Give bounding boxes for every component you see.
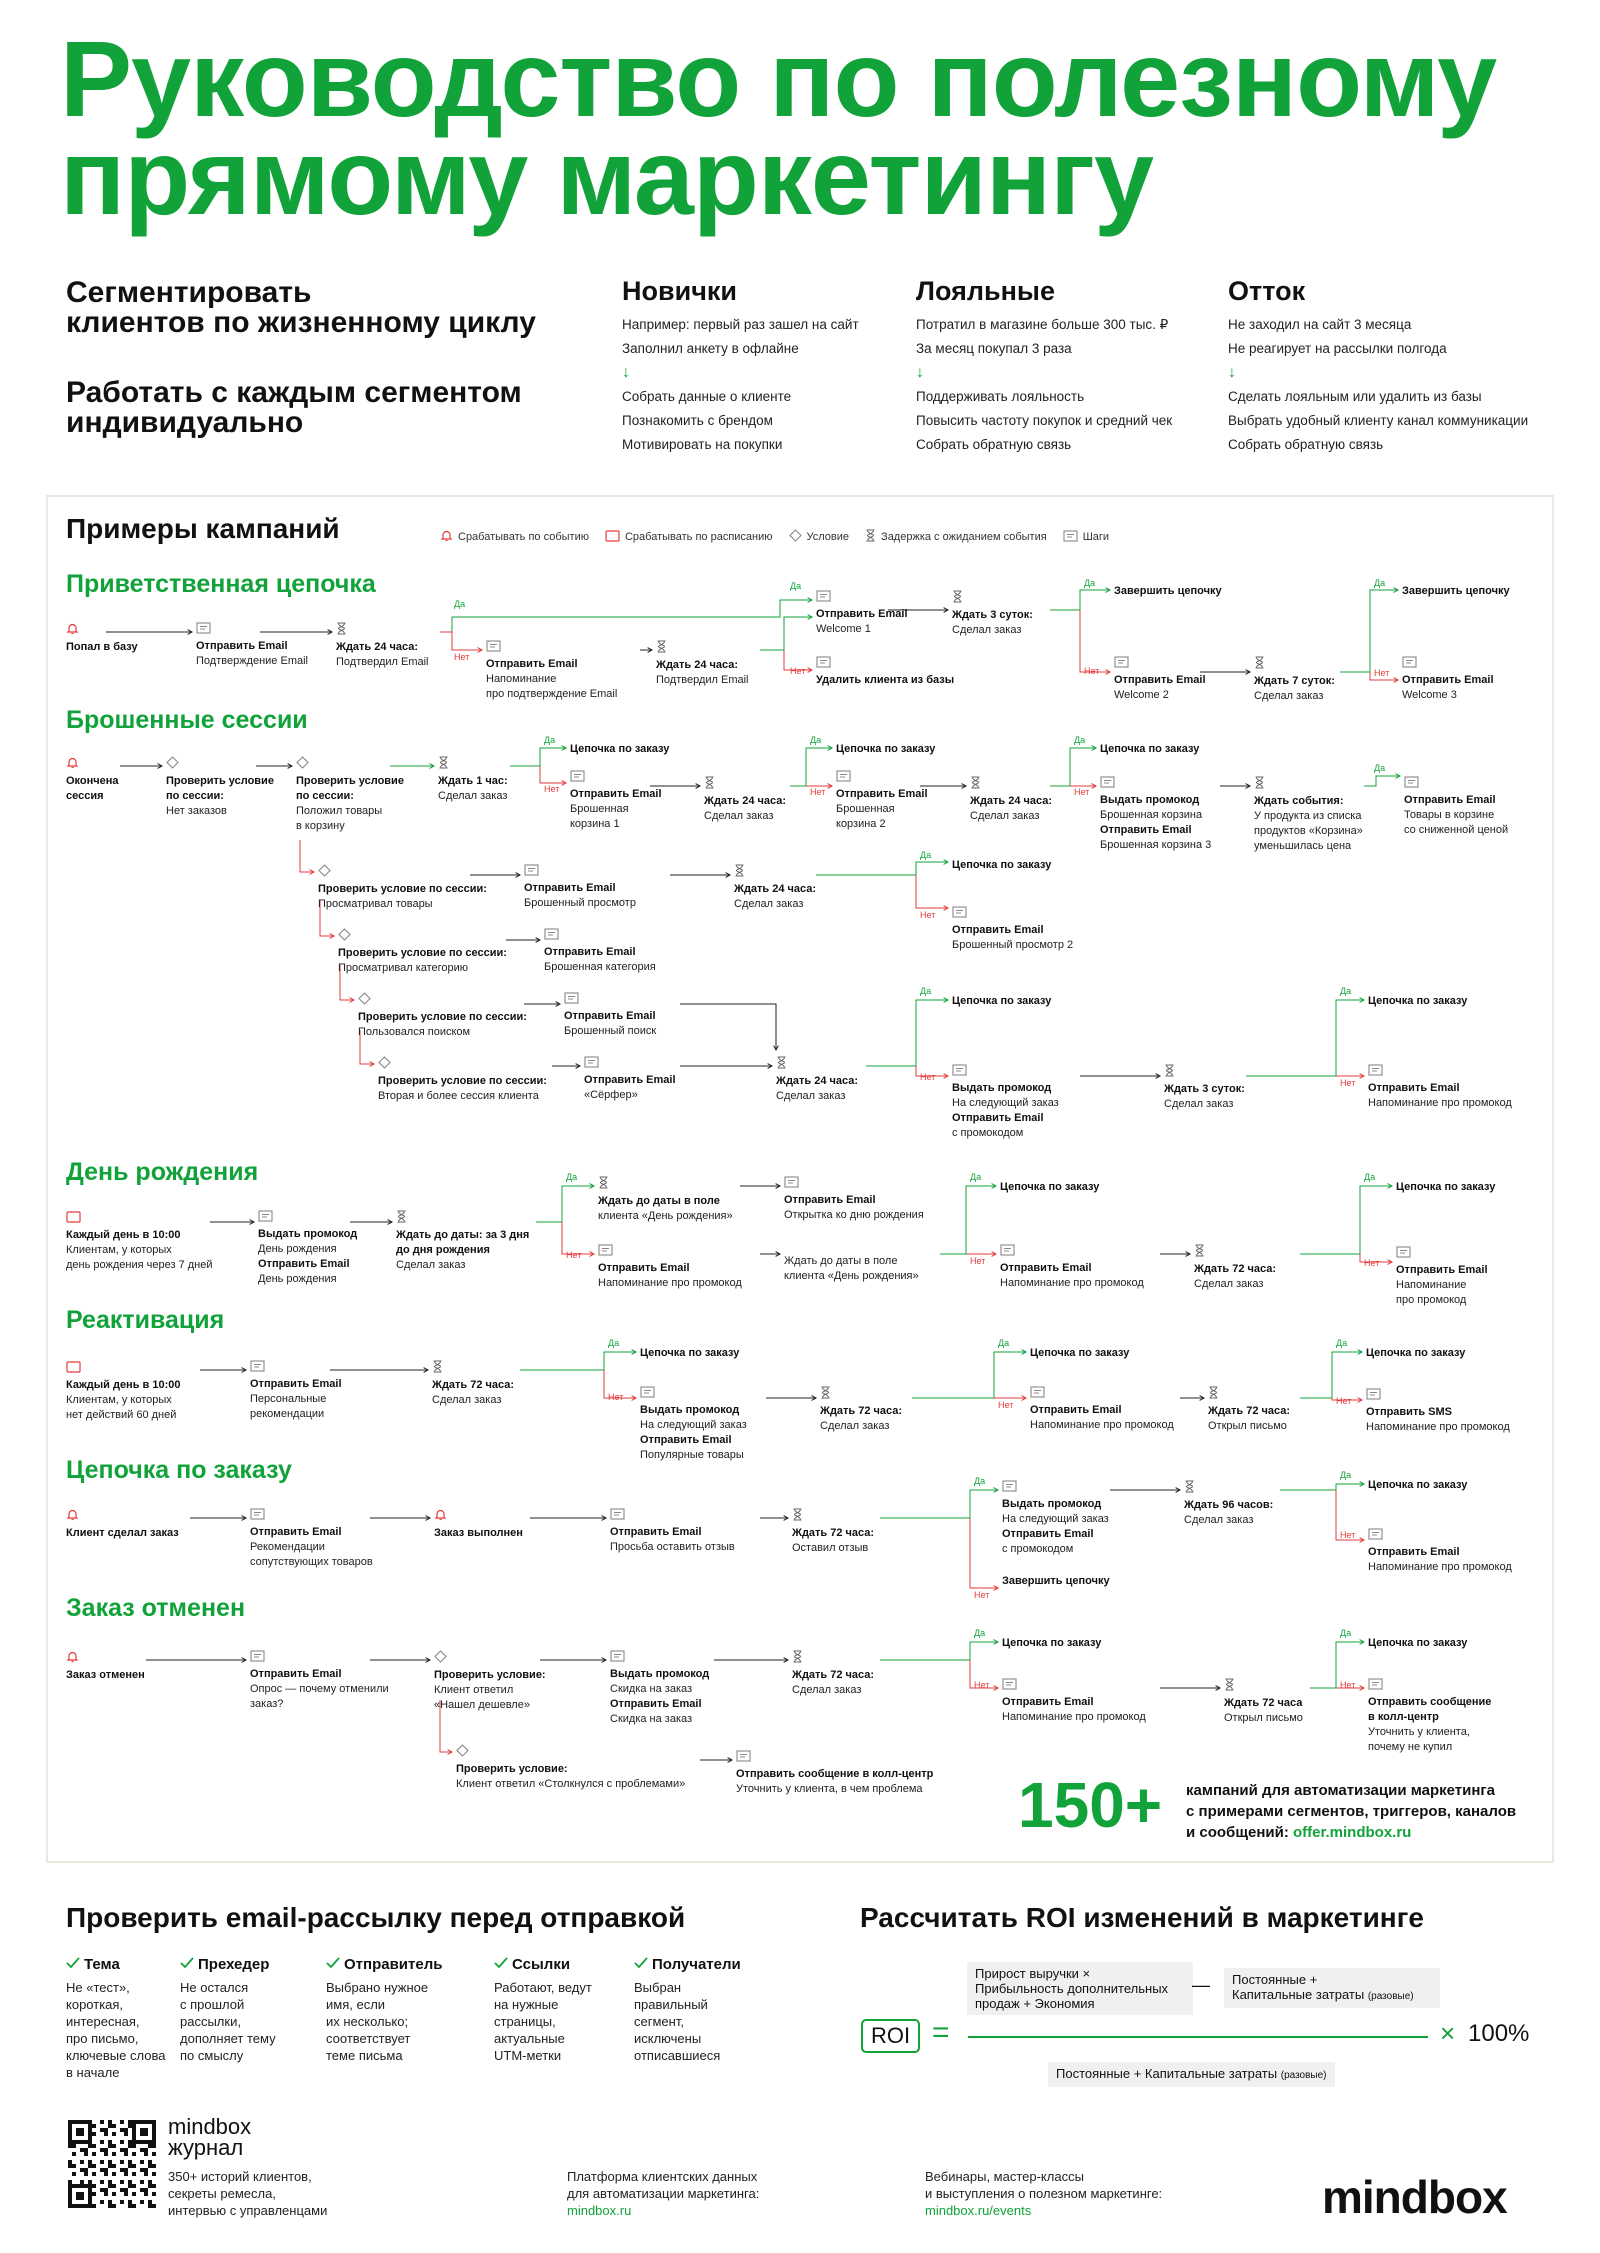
welcome-step: Отправить Email Welcome 3 [1402,656,1494,703]
cancelled-step: Отправить Email Напоминание про промокод [1002,1678,1146,1725]
events-link[interactable]: mindbox.ru/events [925,2203,1032,2218]
cancelled-step: Проверить условие: Клиент ответил «Столкнулся с проблемами» [456,1744,685,1792]
abandoned-step: Отправить Email Брошенная корзина 1 [570,770,662,832]
welcome-step: Отправить Email Подтверждение Email [196,622,308,669]
branch-yes-label: Да [1374,763,1386,773]
email-icon [250,1508,265,1522]
order-step: Заказ выполнен [434,1508,523,1541]
legend-item: Срабатывать по расписанию [605,527,773,544]
roi-times: × [1440,2018,1456,2048]
check-icon [634,1956,648,1973]
flow-connector [880,1490,998,1518]
flow-connector [536,1186,594,1222]
hourglass-icon [396,1210,407,1224]
abandoned-step: Ждать 1 час: Сделал заказ [438,756,508,804]
email-icon [486,640,501,654]
campaign-title-welcome: Приветственная цепочка [66,570,376,598]
email-icon [584,1056,599,1070]
roi-denominator: Постоянные + Капитальные затраты (разовые) [1048,2062,1335,2087]
branch-yes-label: Да [920,850,932,860]
flow-connector [1364,776,1400,786]
branch-yes-label: Да [920,986,932,996]
hourglass-icon [970,776,981,790]
email-icon [1100,776,1115,790]
email-icon [736,1750,751,1764]
flow-connector [760,617,812,650]
flow-connector [816,862,948,875]
reactivation-step: Цепочка по заказу [640,1347,740,1359]
abandoned-step: Цепочка по заказу [1100,743,1200,755]
flow-connector [1340,590,1398,672]
flow-connector [1300,1352,1362,1398]
roi-percent: 100% [1468,2020,1530,2047]
condition-icon [378,1056,391,1070]
flow-connector [790,748,832,786]
check-icon [180,1956,194,1973]
journal-name: mindbox журнал [168,2114,252,2160]
calendar-icon [66,1210,81,1224]
segment-action: Повысить частоту покупок и средний чек [916,413,1173,428]
birthday-step: Ждать 72 часа: Сделал заказ [1194,1244,1276,1292]
flow-connector [880,1642,998,1660]
bell-icon [66,1508,79,1522]
welcome-step: Завершить цепочку [1402,585,1510,597]
email-icon [836,770,851,784]
abandoned-step: Ждать 3 суток: Сделал заказ [1164,1064,1245,1112]
cancelled-step: Проверить условие: Клиент ответил «Нашел дешевле» [434,1650,546,1713]
events-text: Вебинары, мастер-классы и выступления о полезном маркетинге: mindbox.ru/events [925,2169,1163,2218]
flow-connector [510,748,566,766]
birthday-step: Ждать до даты: за 3 дня до дня рождения Сделал заказ [396,1210,529,1273]
cancelled-step: Ждать 72 часа: Сделал заказ [792,1650,874,1698]
segment-action: Собрать данные о клиенте [622,389,792,404]
segment-action: Поддерживать лояльность [916,389,1085,404]
title-line-2: прямому маркетингу [60,116,1154,237]
branch-yes-label: Да [608,1338,620,1348]
order-step: Клиент сделал заказ [66,1508,179,1541]
branch-no-label: Нет [1084,666,1100,676]
branch-yes-label: Да [1364,1172,1376,1182]
flow-connector [1300,1186,1392,1254]
segment-example: Не заходил на сайт 3 месяца [1228,317,1412,332]
check-icon [66,1956,80,1973]
branch-no-label: Нет [920,1072,936,1082]
branch-yes-label: Да [810,735,822,745]
branch-yes-label: Да [1340,986,1352,996]
hourglass-icon [432,1360,443,1374]
welcome-step: Завершить цепочку [1114,585,1222,597]
reactivation-step: Ждать 72 часа: Сделал заказ [820,1386,902,1434]
branch-no-label: Нет [1074,787,1090,797]
abandoned-step: Ждать события: У продукта из списка продуктов «Корзина» уменьшилась цена [1254,776,1363,854]
abandoned-step: Проверить условие по сессии: Пользовался поиском [358,992,527,1040]
order-step: Отправить Email Просьба оставить отзыв [610,1508,735,1555]
platform-text: Платформа клиентских данных для автоматизации маркетинга: mindbox.ru [567,2169,760,2218]
hourglass-icon [336,622,347,636]
promo-number: 150+ [1018,1769,1163,1841]
campaign-title-cancelled: Заказ отменен [66,1594,246,1622]
flow-connector [680,1004,776,1050]
cancelled-step: Цепочка по заказу [1368,1637,1468,1649]
work-heading: Работать с каждым сегментом индивидуально [66,376,522,439]
birthday-step: Цепочка по заказу [1000,1181,1100,1193]
abandoned-step: Цепочка по заказу [1368,995,1468,1007]
condition-icon [434,1650,447,1664]
order-step: Ждать 96 часов: Сделал заказ [1184,1480,1273,1528]
branch-no-label: Нет [974,1590,990,1600]
order-step: Цепочка по заказу [1368,1479,1468,1491]
reactivation-step: Каждый день в 10:00 Клиентам, у которых нет действий 60 дней [66,1360,180,1423]
abandoned-step: Проверить условие по сессии: Нет заказов [166,756,274,819]
welcome-step: Ждать 7 суток: Сделал заказ [1254,656,1335,704]
email-icon [610,1650,625,1664]
welcome-step: Удалить клиента из базы [816,656,954,688]
email-icon [784,1176,799,1190]
branch-yes-label: Да [454,599,466,609]
legend-item: Шаги [1063,527,1109,544]
abandoned-step: Проверить условие по сессии: Положил товары в корзину [296,756,404,834]
legend-item: Условие [789,527,850,544]
cancelled-step: Выдать промокод Скидка на заказ Отправить Email Скидка на заказ [610,1650,709,1727]
flow-connector [940,1186,996,1254]
branch-yes-label: Да [1374,578,1386,588]
segment-action: Мотивировать на покупки [622,437,783,452]
order-step: Завершить цепочку [1002,1575,1110,1587]
birthday-step: Отправить Email Напоминание про промокод [598,1244,742,1291]
cancelled-step: Отправить сообщение в колл-центр Уточнить у клиента, в чем проблема [736,1750,933,1797]
segment-example: За месяц покупал 3 раза [916,341,1072,356]
abandoned-step: Проверить условие по сессии: Просматривал категорию [338,928,507,976]
hourglass-icon [1194,1244,1205,1258]
abandoned-step: Цепочка по заказу [952,859,1052,871]
abandoned-step: Отправить Email «Сёрфер» [584,1056,676,1103]
branch-yes-label: Да [790,581,802,591]
welcome-step: Отправить Email Welcome 1 [816,590,908,637]
welcome-step: Ждать 24 часа: Подтвердил Email [656,640,749,688]
abandoned-step: Отправить Email Напоминание про промокод [1368,1064,1512,1111]
email-icon [610,1508,625,1522]
order-step: Выдать промокод На следующий заказ Отправить Email с промокодом [1002,1480,1109,1557]
birthday-step: Ждать до даты в поле клиента «День рождения» [598,1176,733,1224]
checklist-item: Отправитель Выбрано нужное имя, если их несколько; соответствует теме письма [326,1956,443,2063]
order-step: Отправить Email Рекомендации сопутствующих товаров [250,1508,373,1570]
cancelled-step: Отправить сообщение в колл-центр Уточнить у клиента, почему не купил [1368,1678,1491,1755]
segment-action: Сделать лояльным или удалить из базы [1228,389,1482,404]
flow-connector [866,1000,948,1066]
reactivation-step: Цепочка по заказу [1030,1347,1130,1359]
arrow-down-icon: ↓ [1228,364,1236,381]
branch-yes-label: Да [974,1476,986,1486]
campaign-title-birthday: День рождения [66,1158,259,1186]
flow-connector [300,840,314,872]
welcome-step: Отправить Email Welcome 2 [1114,656,1206,703]
roi-heading: Рассчитать ROI изменений в маркетинге [860,1902,1424,1933]
abandoned-step: Ждать 24 часа: Сделал заказ [704,776,786,824]
email-icon [1368,1064,1383,1078]
abandoned-step: Отправить Email Брошенный просмотр 2 [952,906,1073,953]
bell-icon [434,1508,447,1522]
cancelled-step: Отправить Email Опрос — почему отменили заказ? [250,1650,389,1712]
hourglass-icon [1164,1064,1175,1078]
branch-yes-label: Да [1336,1338,1348,1348]
condition-icon [456,1744,469,1758]
roi-numerator-box-1: Прирост выручки × Прибыльность дополнительных продаж + Экономия [967,1962,1193,2015]
branch-yes-label: Да [998,1338,1010,1348]
hourglass-icon [438,756,449,770]
bell-icon [66,622,79,636]
email-icon [1366,1388,1381,1402]
branch-yes-label: Да [1074,735,1086,745]
arrow-down-icon: ↓ [916,364,924,381]
birthday-step: Цепочка по заказу [1396,1181,1496,1193]
abandoned-step: Ждать 24 часа: Сделал заказ [734,864,816,912]
abandoned-step: Выдать промокод Брошенная корзина Отправить Email Брошенная корзина 3 [1100,776,1211,853]
roi-fraction-line [968,2036,1428,2038]
flow-connector [1310,1642,1364,1688]
flow-connector [970,1518,998,1588]
branch-no-label: Нет [810,787,826,797]
condition-icon [318,864,331,878]
segment-action: Выбрать удобный клиенту канал коммуникации [1228,413,1529,428]
journal-text: 350+ историй клиентов, секреты ремесла, интервью с управленцами [168,2169,328,2218]
flow-connector [1246,1000,1364,1076]
email-icon [1000,1244,1015,1258]
hourglass-icon [1254,656,1265,670]
hourglass-icon [704,776,715,790]
cancelled-step: Заказ отменен [66,1650,145,1683]
welcome-step: Отправить Email Напоминание про подтверждение Email [486,640,617,702]
email-icon [640,1386,655,1400]
segment-title: Отток [1228,276,1306,306]
segment-example: Заполнил анкету в офлайне [622,341,799,356]
flow-connector [1280,1484,1364,1490]
calendar-icon [66,1360,81,1374]
email-icon [1404,776,1419,790]
condition-icon [166,756,179,770]
branch-yes-label: Да [974,1628,986,1638]
order-step: Отправить Email Напоминание про промокод [1368,1528,1512,1575]
hourglass-icon [776,1056,787,1070]
email-icon [1030,1386,1045,1400]
reactivation-step: Отправить Email Напоминание про промокод [1030,1386,1174,1433]
campaign-title-abandoned: Брошенные сессии [66,706,308,734]
branch-no-label: Нет [454,652,470,662]
bell-icon [66,1650,79,1664]
reactivation-step: Ждать 72 часа: Сделал заказ [432,1360,514,1408]
branch-no-label: Нет [1374,668,1390,678]
flow-connector [912,1352,1026,1398]
legend-item: Срабатывать по событию [440,527,589,544]
arrow-down-icon: ↓ [622,364,630,381]
email-icon [816,590,831,604]
branch-no-label: Нет [1340,1078,1356,1088]
email-icon [1402,656,1417,670]
welcome-step: Попал в базу [66,622,138,655]
roi-label: ROI [861,2019,920,2053]
birthday-step: Выдать промокод День рождения Отправить Email День рождения [258,1210,357,1287]
campaign-title-reactivation: Реактивация [66,1306,225,1334]
hourglass-icon [598,1176,609,1190]
abandoned-step: Отправить Email Товары в корзине со сниженной ценой [1404,776,1508,838]
branch-no-label: Нет [608,1392,624,1402]
branch-yes-label: Да [1340,1470,1352,1480]
flow-connector [440,600,812,632]
condition-icon [358,992,371,1006]
branch-no-label: Нет [790,666,806,676]
abandoned-step: Ждать 24 часа: Сделал заказ [970,776,1052,824]
abandoned-step: Ждать 24 часа: Сделал заказ [776,1056,858,1104]
legend-item: Задержка с ожиданием события [865,527,1047,544]
segment-action: Познакомить с брендом [622,413,773,428]
reactivation-step: Отправить Email Персональные рекомендации [250,1360,342,1422]
flow-connector [1050,748,1096,786]
condition-icon [338,928,351,942]
email-icon [196,622,211,636]
segment-example: Потратил в магазине больше 300 тыс. ₽ [916,317,1169,332]
roi-numerator-box-2: Постоянные + Капитальные затраты (разовые) [1224,1968,1440,2008]
reactivation-step: Цепочка по заказу [1366,1347,1466,1359]
segment-action: Собрать обратную связь [1228,437,1384,452]
abandoned-step: Проверить условие по сессии: Вторая и более сессия клиента [378,1056,547,1104]
hourglass-icon [792,1650,803,1664]
platform-link[interactable]: mindbox.ru [567,2203,632,2218]
hourglass-icon [1254,776,1265,790]
abandoned-step: Отправить Email Брошенная категория [544,928,656,975]
segment-heading: Сегментировать клиентов по жизненному циклу [66,276,536,339]
checklist-item: Ссылки Работают, ведут на нужные страницы, актуальные UTM-метки [494,1956,592,2063]
email-icon [1396,1246,1411,1260]
email-icon [258,1210,273,1224]
segment-title: Новички [622,276,737,306]
email-icon [952,906,967,920]
birthday-step: Отправить Email Напоминание про промокод [1000,1244,1144,1291]
email-icon [570,770,585,784]
branch-yes-label: Да [970,1172,982,1182]
branch-no-label: Нет [566,1250,582,1260]
branch-no-label: Нет [970,1256,986,1266]
email-icon [1368,1528,1383,1542]
checklist-heading: Проверить email-рассылку перед отправкой [66,1902,686,1933]
segment-title: Лояльные [916,276,1055,306]
flow-connector [1050,590,1110,610]
email-icon [598,1244,613,1258]
branch-no-label: Нет [544,784,560,794]
birthday-step: Ждать до даты в поле клиента «День рождения» [784,1255,919,1282]
branch-no-label: Нет [920,910,936,920]
email-icon [816,656,831,670]
email-icon [250,1650,265,1664]
branch-no-label: Нет [1340,1680,1356,1690]
branch-yes-label: Да [1084,578,1096,588]
welcome-step: Ждать 24 часа: Подтвердил Email [336,622,429,670]
flow-connector [440,632,482,650]
reactivation-step: Выдать промокод На следующий заказ Отправить Email Популярные товары [640,1386,747,1463]
email-icon [1368,1678,1383,1692]
branch-yes-label: Да [1340,1628,1352,1638]
email-icon [544,928,559,942]
roi-equals: = [932,2016,950,2049]
branch-no-label: Нет [998,1400,1014,1410]
flow-connector [1080,610,1110,672]
segment-action: Собрать обратную связь [916,437,1072,452]
welcome-step: Ждать 3 суток: Сделал заказ [952,590,1033,638]
hourglass-icon [1208,1386,1219,1400]
hourglass-icon [1184,1480,1195,1494]
branch-yes-label: Да [544,735,556,745]
promo-link[interactable]: offer.mindbox.ru [1293,1824,1412,1841]
abandoned-step: Цепочка по заказу [836,743,936,755]
email-icon [1114,656,1129,670]
birthday-step: Каждый день в 10:00 Клиентам, у которых день рождения через 7 дней [66,1210,213,1273]
check-icon [494,1956,508,1973]
abandoned-step: Отправить Email Брошенная корзина 2 [836,770,928,832]
check-icon [326,1956,340,1973]
order-step: Ждать 72 часа: Оставил отзыв [792,1508,874,1556]
flow-connector [520,1352,636,1370]
abandoned-step: Проверить условие по сессии: Просматривал товары [318,864,487,912]
reactivation-step: Отправить SMS Напоминание про промокод [1366,1388,1510,1435]
email-icon [524,864,539,878]
hourglass-icon [1224,1678,1235,1692]
condition-icon [296,756,309,770]
checklist-item: Получатели Выбран правильный сегмент, исключены отписавшиеся [634,1956,741,2063]
abandoned-step: Отправить Email Брошенный просмотр [524,864,636,911]
title-line-1: Руководство по полезному [60,18,1497,139]
email-icon [564,992,579,1006]
bell-icon [66,756,79,770]
hourglass-icon [656,640,667,654]
branch-no-label: Нет [1336,1396,1352,1406]
cancelled-step: Ждать 72 часа Открыл письмо [1224,1678,1303,1726]
branch-no-label: Нет [1364,1258,1380,1268]
abandoned-step: Цепочка по заказу [570,743,670,755]
hourglass-icon [952,590,963,604]
email-icon [952,1064,967,1078]
abandoned-step: Отправить Email Брошенный поиск [564,992,656,1039]
campaigns-heading: Примеры кампаний [66,513,340,544]
flow-connector [916,875,948,908]
promo-text: кампаний для автоматизации маркетинга с примерами сегментов, триггеров, каналов и сообщений: offer.mindbox.ru [1186,1782,1517,1841]
branch-no-label: Нет [974,1680,990,1690]
abandoned-step: Цепочка по заказу [952,995,1052,1007]
hourglass-icon [820,1386,831,1400]
qr-code [66,2118,156,2208]
campaign-title-order: Цепочка по заказу [66,1456,292,1484]
birthday-step: Отправить Email Открытка ко дню рождения [784,1176,924,1223]
segment-example: Не реагирует на рассылки полгода [1228,341,1447,356]
abandoned-step: Выдать промокод На следующий заказ Отправить Email с промокодом [952,1064,1059,1141]
email-icon [1002,1480,1017,1494]
birthday-step: Отправить Email Напоминание про промокод [1396,1246,1488,1308]
abandoned-step: Окончена сессия [66,756,119,804]
checklist-item: Тема Не «тест», короткая, интересная, про письмо, ключевые слова в начале [66,1956,166,2080]
roi-minus: — [1192,1975,1210,1995]
segment-example: Например: первый раз зашел на сайт [622,317,859,332]
cancelled-step: Цепочка по заказу [1002,1637,1102,1649]
hourglass-icon [792,1508,803,1522]
checklist-item: Прехедер Не остался с прошлой рассылки, дополняет тему по смыслу [180,1956,276,2063]
branch-yes-label: Да [566,1172,578,1182]
mindbox-logo: mindbox [1322,2171,1507,2223]
reactivation-step: Ждать 72 часа: Открыл письмо [1208,1386,1290,1434]
hourglass-icon [734,864,745,878]
email-icon [1002,1678,1017,1692]
branch-no-label: Нет [1340,1530,1356,1540]
email-icon [250,1360,265,1374]
